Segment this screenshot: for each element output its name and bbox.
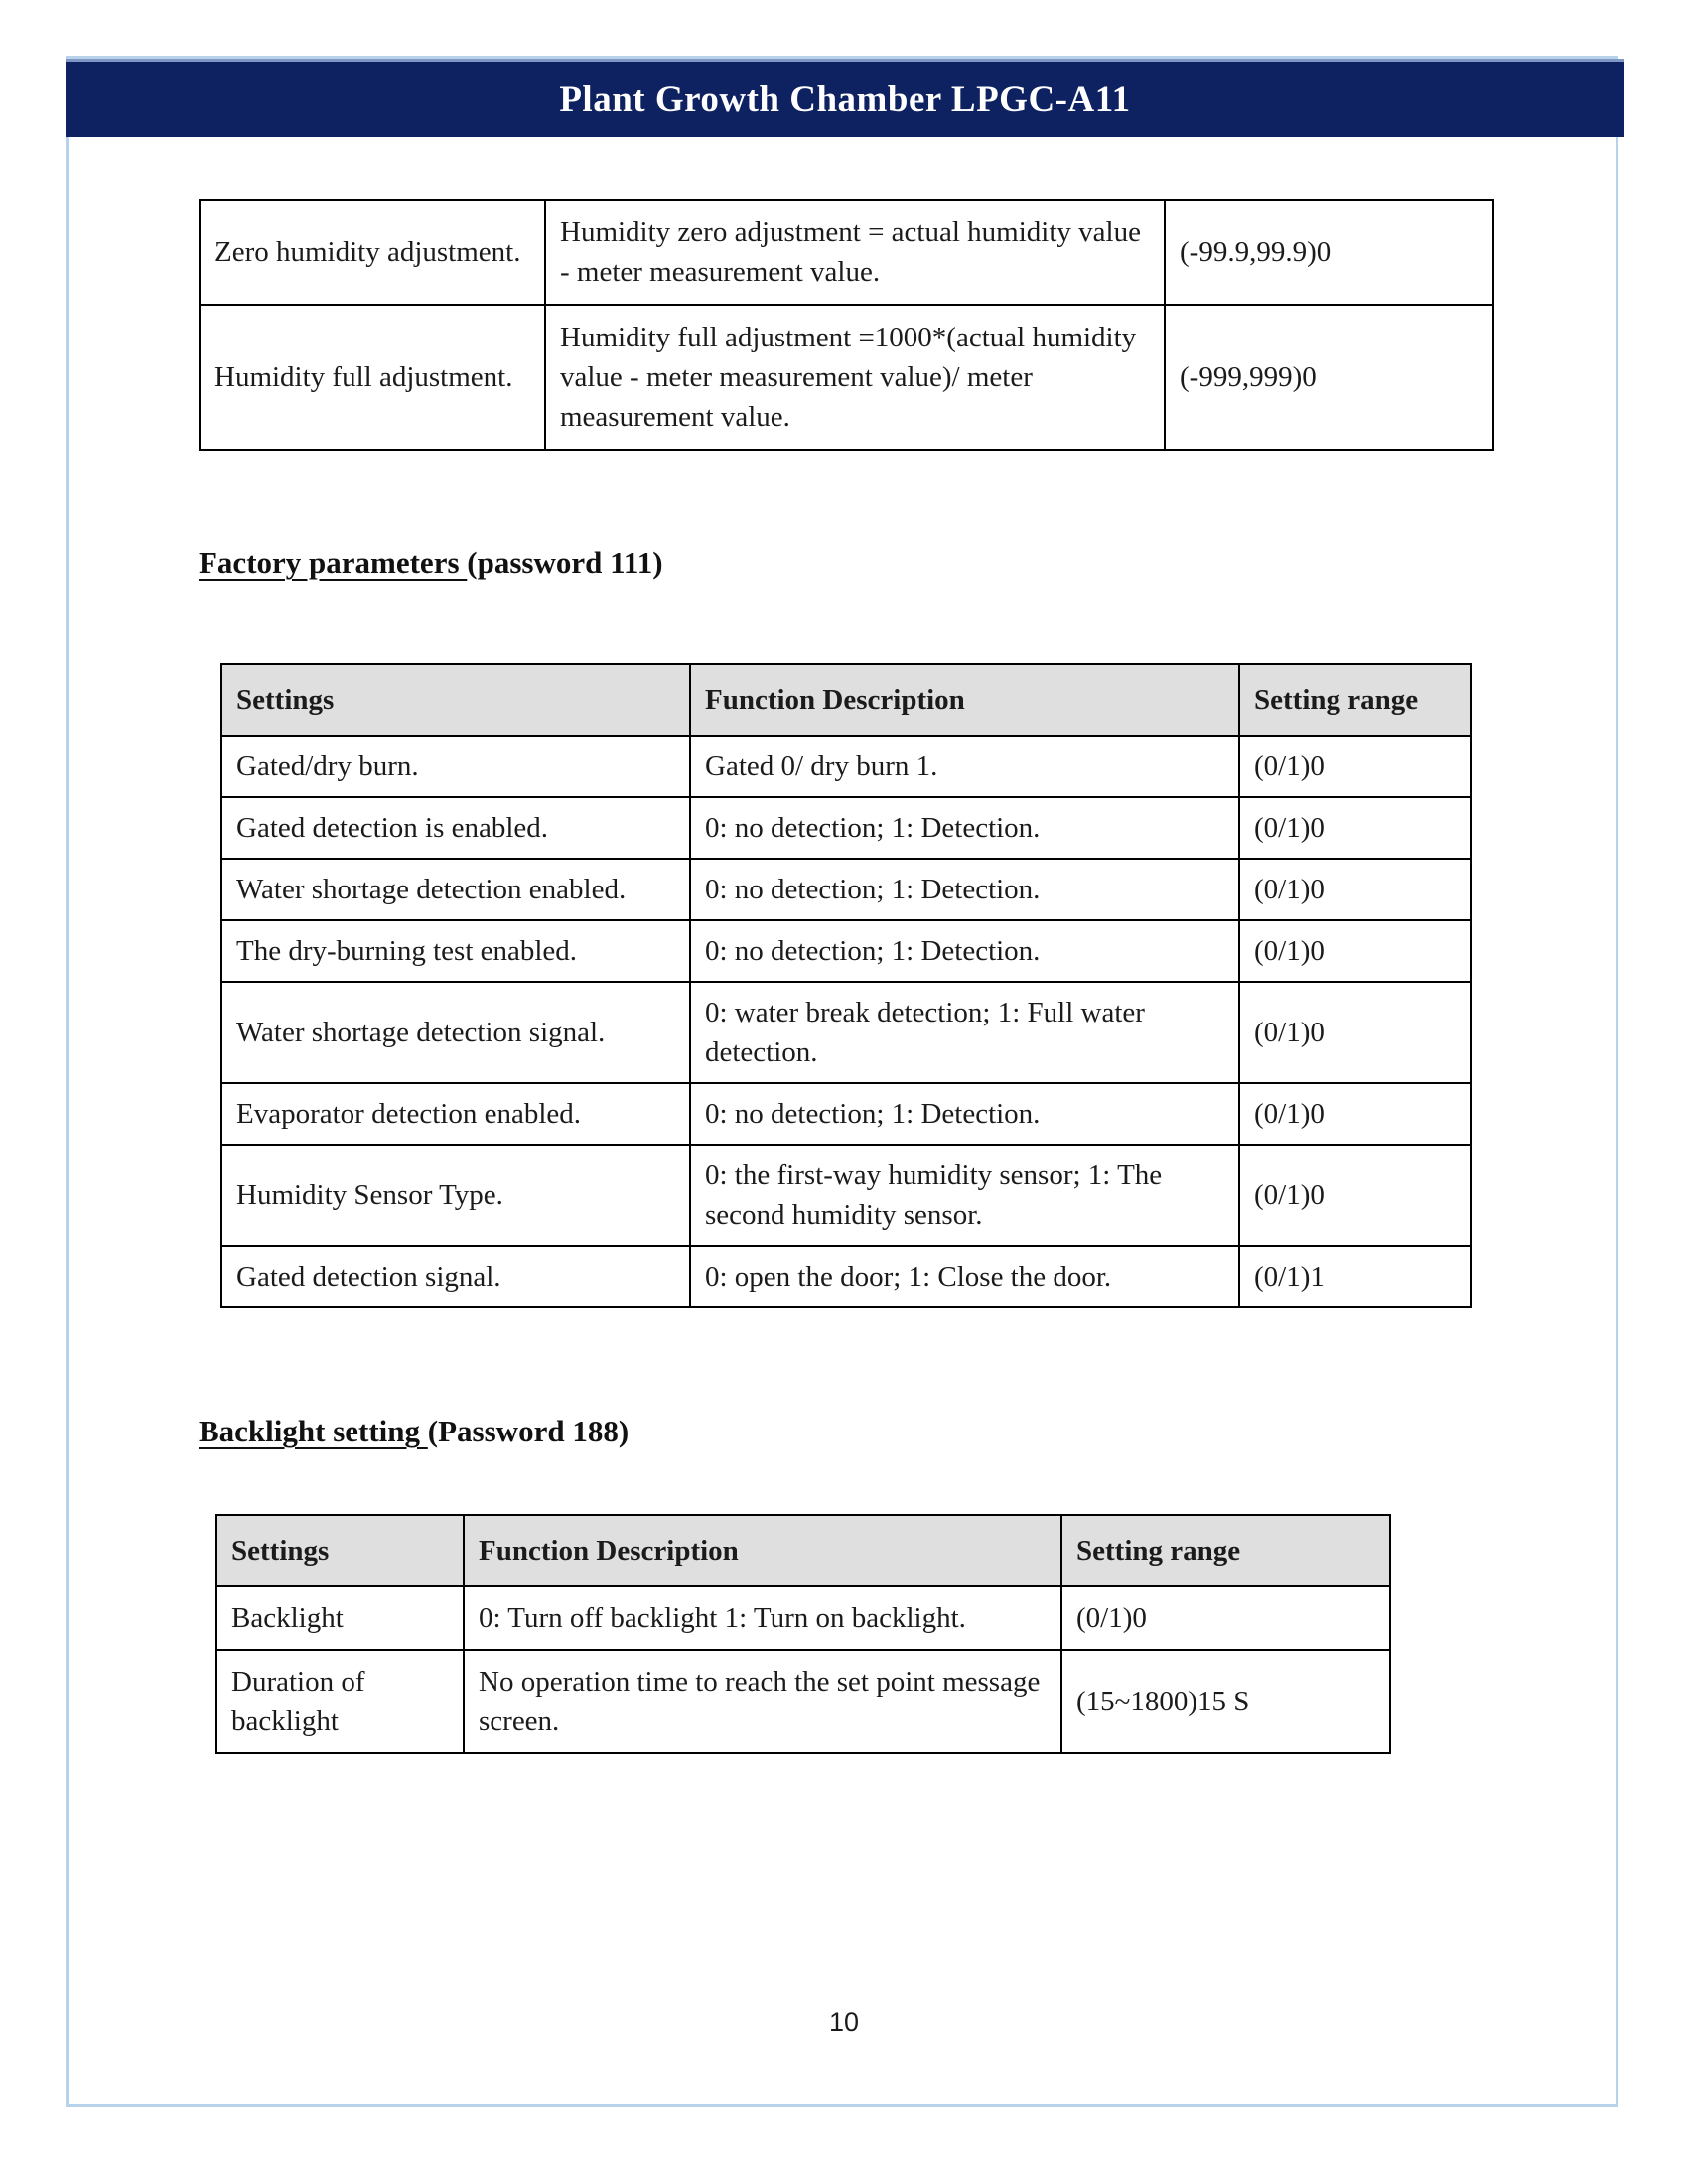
column-header-setting-range: Setting range	[1061, 1515, 1390, 1586]
setting-cell: Gated/dry burn.	[221, 736, 690, 797]
table-header-row	[221, 664, 1471, 736]
page-number: 10	[828, 2007, 860, 2037]
range-cell: (0/1)0	[1239, 859, 1471, 920]
setting-cell: Gated detection signal.	[221, 1246, 690, 1307]
description-cell: 0: water break detection; 1: Full water detection.	[690, 982, 1239, 1083]
description-cell: 0: the first-way humidity sensor; 1: The second humidity sensor.	[690, 1145, 1239, 1246]
setting-cell: Evaporator detection enabled.	[221, 1083, 690, 1145]
setting-cell: Water shortage detection enabled.	[221, 859, 690, 920]
range-cell: (0/1)0	[1239, 736, 1471, 797]
column-header-setting-range: Setting range	[1239, 664, 1471, 736]
range-cell: (0/1)0	[1061, 1586, 1390, 1650]
range-cell: (-99.9,99.9)0	[1165, 200, 1493, 305]
heading-plain-text: (Password 188)	[427, 1414, 630, 1448]
setting-cell: Backlight	[216, 1586, 464, 1650]
heading-underlined-text: Factory parameters	[199, 545, 468, 580]
table-row	[221, 920, 1471, 982]
setting-cell: Gated detection is enabled.	[221, 797, 690, 859]
table-row	[221, 736, 1471, 797]
table-row	[221, 797, 1471, 859]
column-header-settings: Settings	[216, 1515, 464, 1586]
table-row	[216, 1586, 1390, 1650]
table-row	[200, 305, 1493, 450]
description-cell: 0: no detection; 1: Detection.	[690, 797, 1239, 859]
description-cell: Humidity zero adjustment = actual humidity value - meter measurement value.	[545, 200, 1165, 305]
heading-plain-text: (password 111)	[467, 545, 663, 580]
humidity-adjustment-table	[199, 199, 1494, 451]
range-cell: (0/1)0	[1239, 797, 1471, 859]
table-row	[221, 859, 1471, 920]
table-row	[221, 1145, 1471, 1246]
table-row	[221, 1246, 1471, 1307]
range-cell: (0/1)0	[1239, 920, 1471, 982]
factory-parameters-heading	[199, 545, 663, 581]
description-cell: 0: no detection; 1: Detection.	[690, 859, 1239, 920]
table-row	[200, 200, 1493, 305]
range-cell: (0/1)1	[1239, 1246, 1471, 1307]
description-cell: No operation time to reach the set point message screen.	[464, 1650, 1061, 1753]
document-header-bar	[66, 59, 1624, 137]
description-cell: 0: no detection; 1: Detection.	[690, 920, 1239, 982]
description-cell: 0: no detection; 1: Detection.	[690, 1083, 1239, 1145]
description-cell: Gated 0/ dry burn 1.	[690, 736, 1239, 797]
description-cell: 0: open the door; 1: Close the door.	[690, 1246, 1239, 1307]
range-cell: (0/1)0	[1239, 1083, 1471, 1145]
setting-cell: Humidity Sensor Type.	[221, 1145, 690, 1246]
range-cell: (15~1800)15 S	[1061, 1650, 1390, 1753]
factory-parameters-table	[220, 663, 1472, 1308]
description-cell: Humidity full adjustment =1000*(actual humidity value - meter measurement value)/ meter measurement value.	[545, 305, 1165, 450]
backlight-setting-heading	[199, 1414, 629, 1449]
setting-cell: Zero humidity adjustment.	[200, 200, 545, 305]
range-cell: (0/1)0	[1239, 982, 1471, 1083]
range-cell: (-999,999)0	[1165, 305, 1493, 450]
table-row	[221, 982, 1471, 1083]
description-cell: 0: Turn off backlight 1: Turn on backlight.	[464, 1586, 1061, 1650]
heading-underlined-text: Backlight setting	[199, 1414, 428, 1448]
setting-cell: Duration of backlight	[216, 1650, 464, 1753]
column-header-function-description: Function Description	[690, 664, 1239, 736]
backlight-setting-table	[215, 1514, 1391, 1754]
setting-cell: Water shortage detection signal.	[221, 982, 690, 1083]
range-cell: (0/1)0	[1239, 1145, 1471, 1246]
column-header-settings: Settings	[221, 664, 690, 736]
table-header-row	[216, 1515, 1390, 1586]
column-header-function-description: Function Description	[464, 1515, 1061, 1586]
setting-cell: Humidity full adjustment.	[200, 305, 545, 450]
document-title: Plant Growth Chamber LPGC-A11	[559, 78, 1131, 120]
setting-cell: The dry-burning test enabled.	[221, 920, 690, 982]
table-row	[221, 1083, 1471, 1145]
table-row	[216, 1650, 1390, 1753]
